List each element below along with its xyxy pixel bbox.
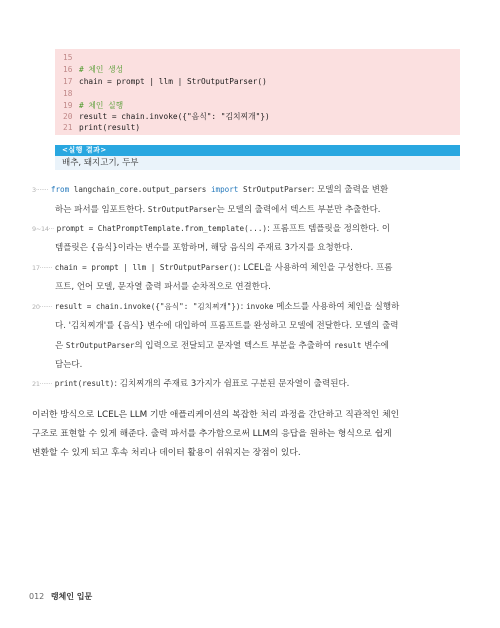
code-snippet: from langchain_core.output_parsers import StrOutputParser — [50, 185, 312, 194]
code-line: 15 — [63, 53, 73, 62]
code-snippet: chain = prompt | llm | StrOutputParser() — [54, 263, 238, 272]
code-line: 16 # 체인 생성 — [63, 65, 124, 74]
page-footer — [29, 591, 92, 602]
line-ref: 20······· — [32, 303, 53, 311]
explanation-item: 20······· result = chain.invoke({"음식": "김치찌개"}): invoke 메소드를 사용하여 체인을 실행하 다. '김치찌개'를 {음식} 변수에 대입하여 프롬프트를 완성하고 모델에 전달한다. 모델의 출력 은 StrOutputParser의 입력으로 전달되고 문자열 텍스트 부분을 추출하여 result 변수에 담는다. — [32, 302, 400, 370]
explanation-item: 17······· chain = prompt | llm | StrOutputParser(): LCEL을 사용하여 체인을 구성한다. 프롬 프트, 언어 모델, 문자열 출력 파서를 순차적으로 연결한다. — [32, 263, 393, 292]
code-snippet: result = chain.invoke({"음식": "김치찌개"}) — [54, 302, 241, 311]
explanation-item: 9~14··· prompt = ChatPromptTemplate.from_template(...): 프롬프트 템플릿을 정의한다. 이 템플릿은 {음식}이라는 변수를 포함하며, 해당 음식의 주재료 3가지를 요청한다. — [32, 224, 391, 253]
code-comment: # 체인 실행 — [79, 101, 124, 110]
line-ref: 9~14··· — [32, 225, 54, 233]
code-snippet: prompt = ChatPromptTemplate.from_template(...) — [56, 224, 267, 233]
line-ref: 17······· — [32, 264, 53, 272]
code-line: 18 — [63, 89, 73, 98]
code-snippet: print(result) — [54, 379, 115, 388]
explanation-item: 3······· from langchain_core.output_parsers import StrOutputParser: 모델의 출력을 변환 하는 파서를 임포트한다. StrOutputParser는 모델의 출력에서 텍스트 부분만 추출한다. — [32, 185, 389, 215]
chapter-title: 랭체인 입문 — [50, 592, 93, 601]
line-ref: 3······· — [32, 186, 49, 194]
code-line: 21 print(result) — [63, 123, 141, 132]
code-line: 20 result = chain.invoke({"음식": "김치찌개"}) — [63, 112, 270, 121]
result-output: 배추, 돼지고기, 두부 — [55, 156, 460, 170]
result-label: <실행 결과> — [55, 145, 460, 156]
code-line: 19 # 체인 실행 — [63, 101, 124, 110]
page-number: 012 — [29, 592, 45, 601]
code-comment: # 체인 생성 — [79, 65, 124, 74]
code-block — [55, 49, 460, 135]
summary-paragraph: 이러한 방식으로 LCEL은 LLM 기반 애플리케이션의 복잡한 처리 과정을 간단하고 직관적인 체인 구조로 표현할 수 있게 해준다. 출력 파서를 추가함으로써 LLM의 응답을 원하는 형식으로 쉽게 변환할 수 있게 되고 후속 처리나 데이터 활용이 쉬워지는 장점이 있다. — [32, 410, 400, 458]
explanation-item: 21······· print(result): 김치찌개의 주재료 3가지가 쉼표로 구분된 문자열이 출력된다. — [32, 379, 350, 389]
code-line: 17 chain = prompt | llm | StrOutputParser() — [63, 77, 267, 86]
line-ref: 21······· — [32, 380, 53, 388]
